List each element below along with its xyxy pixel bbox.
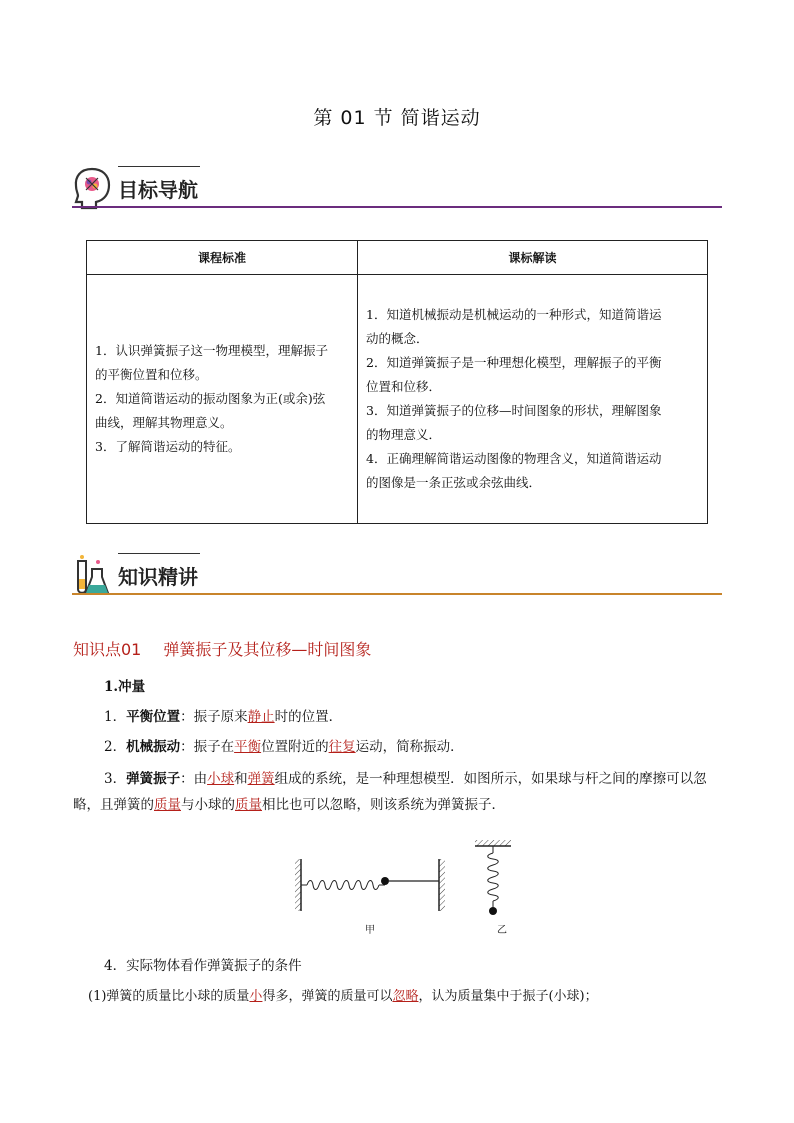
text: (1)弹簧的质量比小球的质量 <box>88 989 250 1004</box>
paragraph-conditions <box>104 953 754 979</box>
text: 和 <box>234 771 248 787</box>
paragraph-spring-oscillator <box>73 766 723 818</box>
figure-caption-a: 甲 <box>365 925 375 936</box>
goal-section-header <box>72 166 722 212</box>
underlined-answer: 忽略 <box>392 989 419 1004</box>
figure-caption-b: 乙 <box>497 925 507 936</box>
header-bottom-rule <box>72 593 722 595</box>
interpretation-line: 的图像是一条正弦或余弦曲线． <box>366 475 542 490</box>
interpretation-line: 1．知道机械振动是机械运动的一种形式，知道简谐运 <box>366 307 662 322</box>
underlined-answer: 质量 <box>235 797 262 813</box>
knowledge-point-name: 弹簧振子及其位移—时间图象 <box>163 640 372 659</box>
text: 位置附近的 <box>261 739 329 755</box>
item-number: 2． <box>104 739 127 755</box>
item-number: 1． <box>104 709 127 725</box>
term: 机械振动 <box>126 739 181 755</box>
underlined-answer: 静止 <box>247 709 275 725</box>
knowledge-section-header <box>72 553 722 599</box>
item-number: 4． <box>104 958 127 974</box>
text: ：振子原来 <box>180 709 248 725</box>
text: ：由 <box>180 771 208 787</box>
lab-flask-icon <box>72 553 112 597</box>
term: 弹簧振子 <box>126 771 181 787</box>
text: 与小球的 <box>181 797 235 813</box>
text: 忽略，且弹簧的 <box>73 771 707 813</box>
text: 运动，简称振动． <box>355 739 464 755</box>
horizontal-spring-oscillator <box>295 859 445 911</box>
knowledge-section-label: 知识精讲 <box>118 565 198 589</box>
interpretation-line: 位置和位移． <box>366 379 442 394</box>
goal-section-label: 目标导航 <box>118 178 198 202</box>
interpretation-line: 4．正确理解简谐运动图像的物理含义，知道简谐运动 <box>366 451 662 466</box>
term: 平衡位置 <box>126 709 181 725</box>
header-top-rule <box>118 166 200 167</box>
subheading: 1.冲量 <box>104 679 146 695</box>
brain-head-icon <box>72 166 112 210</box>
underlined-answer: 往复 <box>328 739 356 755</box>
item-number: 3． <box>104 771 127 787</box>
interpretation-line: 的物理意义． <box>366 427 442 442</box>
standard-line: 1．认识弹簧振子这一物理模型，理解振子 <box>95 343 328 358</box>
underlined-answer: 平衡 <box>234 739 262 755</box>
paragraph-mechanical-vibration <box>104 734 754 760</box>
knowledge-point-number: 知识点01 <box>73 640 142 659</box>
interpretation-line: 3．知道弹簧振子的位移—时间图象的形状，理解图象 <box>366 403 662 418</box>
interpretation-line: 动的概念． <box>366 331 429 346</box>
text: 实际物体看作弹簧振子的条件 <box>126 958 302 974</box>
standard-line: 3．了解简谐运动的特征。 <box>95 439 241 454</box>
interpretation-cell <box>358 275 708 524</box>
standards-table <box>86 240 708 524</box>
underlined-answer: 质量 <box>154 797 181 813</box>
standards-cell <box>87 275 358 524</box>
page-title: 第 01 节 简谐运动 <box>313 107 481 129</box>
paragraph-condition-1 <box>88 984 738 1010</box>
standard-line: 的平衡位置和位移。 <box>95 367 208 382</box>
text: ：振子在 <box>180 739 235 755</box>
interpretation-line: 2．知道弹簧振子是一种理想化模型，理解振子的平衡 <box>366 355 662 370</box>
underlined-answer: 弹簧 <box>247 771 275 787</box>
standard-line: 曲线，理解其物理意义。 <box>95 415 233 430</box>
header-bottom-rule <box>72 206 722 208</box>
header-top-rule <box>118 553 200 554</box>
table-header-standard: 课程标准 <box>87 241 358 275</box>
underlined-answer: 小 <box>249 989 263 1004</box>
text: 得多，弹簧的质量可以 <box>262 989 393 1004</box>
text: 时的位置． <box>274 709 343 725</box>
table-header-interpretation: 课标解读 <box>358 241 708 275</box>
underlined-answer: 小球 <box>207 771 235 787</box>
text: 组成的系统，是一种理想模型．如图所示，如果球与杆之间的摩擦可以 <box>274 771 694 787</box>
text: 相比也可以忽略，则该系统为弹簧振子． <box>262 797 505 813</box>
vertical-spring-oscillator <box>475 840 511 915</box>
text: ，认为质量集中于振子(小球)； <box>418 989 598 1004</box>
paragraph-equilibrium <box>104 704 754 730</box>
standard-line: 2．知道简谐运动的振动图象为正(或余)弦 <box>95 391 326 406</box>
knowledge-point-title <box>73 637 371 660</box>
